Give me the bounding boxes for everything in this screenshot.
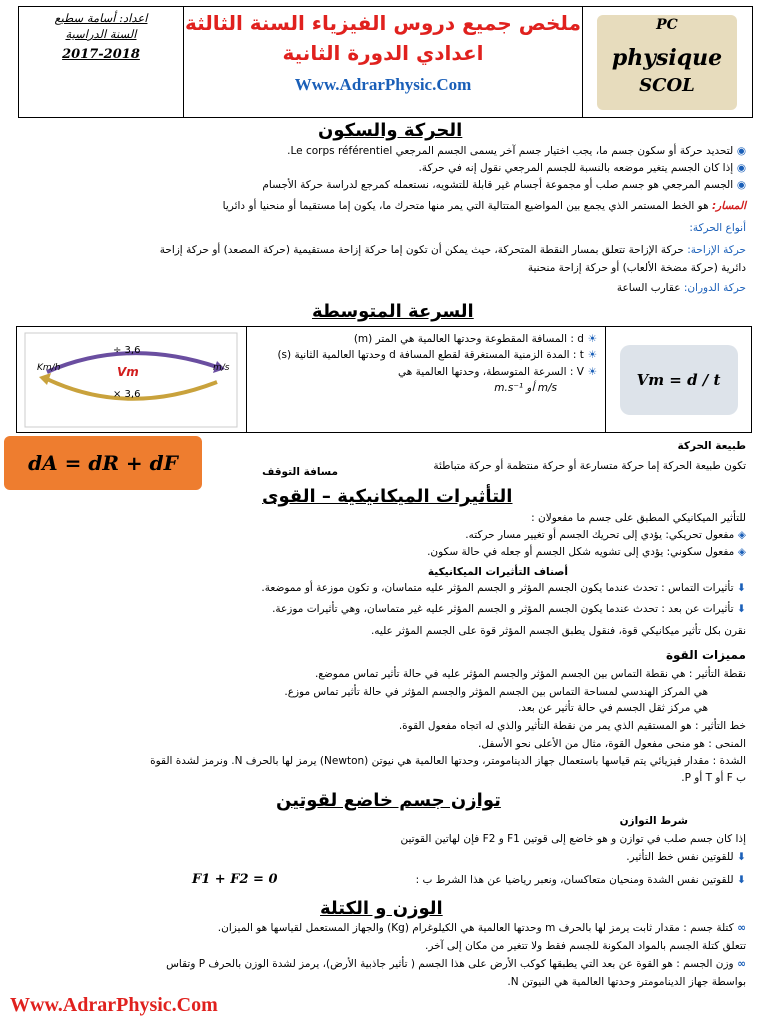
speed-formula: Vm = d / t [620, 345, 738, 415]
feature-5: المنحى : هو منحى مفعول القوة، مثال من الأعلى نحو الأسفل. [478, 738, 746, 750]
effect-1: ◈ مفعول تحريكي: يؤدي إلى تحريك الجسم أو تغيير مسار حركته. [465, 529, 746, 541]
translation-line: حركة الإزاحة: حركة الإزاحة تتعلق بمسار النقطة المتحركة، حيث يمكن أن تكون إما حركة إزاحة مستقيمية (حركة المصعد) أو حركة إزاحة [159, 244, 746, 256]
conv-vm-label: Vm [117, 365, 139, 379]
weight-line-1: ∞ كتلة جسم : مقدار ثابت يرمز لها بالحرف m وحدتها العالمية هي الكيلوغرام (Kg) والجهاز المستعمل لقياسها هو الميزان. [217, 922, 746, 934]
weight-line-4: بواسطة جهاز الدينامومتر وحدتها العالمية هي النيوتن N. [507, 976, 746, 988]
logo-scol: SCOL [639, 75, 695, 96]
conv-kmh-label: Km/h [37, 363, 61, 373]
def-v: ☀ V : السرعة المتوسطة، وحدتها العالمية هي [398, 365, 597, 378]
weight-title: الوزن و الكتلة [320, 898, 443, 919]
footer-url[interactable]: Www.AdrarPhysic.Com [10, 994, 218, 1016]
equilibrium-condition: شرط التوازن [619, 815, 688, 827]
def-t: ☀ t : المدة الزمنية المستغرقة لقطع المسافة d وحدتها العالمية الثانية (s) [277, 349, 597, 362]
types-label: أنواع الحركة: [689, 222, 746, 234]
speed-formula-cell [606, 327, 751, 432]
path-line: المسار: هو الخط المستمر الذي يجمع بين المواضيع المتتالية التي يمر منها متحرك ما، يكون إما مستقيما أو منحنيا أو دائريا [222, 200, 746, 212]
kind-2: ⬇ تأثيرات عن بعد : تحدث عندما يكون الجسم المؤثر و الجسم المؤثر عليه غير متماسان، وهي تأثيرات موزعة. [272, 603, 746, 615]
feature-3: هي مركز ثقل الجسم في حالة تأثير عن بعد. [517, 702, 708, 714]
kinds-title: أصناف التأثيرات الميكانيكية [427, 566, 568, 578]
stop-distance-label: مسافة التوقف [262, 466, 338, 478]
school-year: 2017-2018 [62, 47, 140, 62]
author-box [19, 7, 184, 117]
motion-line-3: ◉ الجسم المرجعي هو جسم صلب أو مجموعة أجسام غير قابلة للتشويه، نستعمله كمرجع لدراسة حركة الأجسام [262, 179, 746, 191]
title-box [184, 7, 582, 117]
feature-6: الشدة : مقدار فيزيائي يتم قياسها باستعمال جهاز الدينامومتر، وحدتها العالمية هي نيوتن (Newton) يرمز لها بالحرف N. ونرمز لشدة القوة [150, 755, 746, 767]
site-url[interactable]: Www.AdrarPhysic.Com [294, 75, 472, 94]
motion-line-1: ◉ لتحديد حركة أو سكون جسم ما، يجب اختيار جسم آخر يسمى الجسم المرجعي Le corps référentiel. [287, 145, 746, 157]
equilibrium-title: توازن جسم خاضع لقوتين [276, 790, 501, 811]
feature-4: خط التأثير : هو المستقيم الذي يمر من نقطة التأثير والذي له اتجاه مفعول القوة. [398, 720, 746, 732]
logo [597, 15, 737, 110]
rotation-line: حركة الدوران: عقارب الساعة [616, 282, 746, 294]
conv-ms-label: m/s [213, 363, 230, 373]
motion-line-2: ◉ إذا كان الجسم يتغير موضعه بالنسبة للجسم المرجعي نقول إنه في حركة. [418, 162, 746, 174]
logo-pc: PC [656, 17, 678, 33]
page-subtitle: اعدادي الدورة الثانية [282, 41, 484, 65]
school-year-label: السنة الدراسية [65, 27, 137, 41]
speed-definitions [247, 327, 606, 432]
page-header [18, 6, 753, 118]
page-title: ملخص جميع دروس الفيزياء السنة الثالثة [185, 11, 581, 35]
conv-mul-label: × 3,6 [113, 389, 141, 400]
conversion-diagram [17, 327, 247, 432]
equilibrium-line-1: إذا كان جسم صلب في توازن و هو خاضع إلى قوتين F1 و F2 فإن لهاتين القوتين [400, 833, 746, 845]
feature-7: ب F أو T أو P. [681, 772, 746, 784]
kind-1: ⬇ تأثيرات التماس : تحدث عندما يكون الجسم المؤثر و الجسم المؤثر عليه متماسان، و تكون موزعة أو مموضعة. [261, 582, 746, 594]
equilibrium-line-2: ⬇ للقوتين نفس خط التأثير. [626, 851, 746, 863]
conversion-arrows [17, 327, 245, 432]
nature-title: طبيعة الحركة [677, 440, 746, 452]
logo-box [582, 7, 752, 117]
effect-2: ◈ مفعول سكوني: يؤدي إلى تشويه شكل الجسم أو جعله في حالة سكون. [427, 546, 746, 558]
nature-text: تكون طبيعة الحركة إما حركة متسارعة أو حركة منتظمة أو حركة متباطئة [433, 460, 746, 472]
def-d: ☀ d : المسافة المقطوعة وحدتها العالمية هي المتر (m) [353, 333, 597, 345]
weight-line-3: ∞ وزن الجسم : هو القوة عن بعد التي يطبقها كوكب الأرض على هذا الجسم ( تأثير جاذبية الأرض)، يرمز لشدة الوزن بالحرف P وتقاس [166, 958, 746, 970]
motion-title: الحركة والسكون [318, 120, 463, 141]
forces-intro: للتأثير الميكانيكي المطبق على جسم ما مفعولان : [531, 512, 746, 524]
force-model: نقرن بكل تأثير ميكانيكي قوة، فنقول يطبق الجسم المؤثر قوة على الجسم المؤثر عليه. [370, 625, 746, 637]
stop-distance-formula: dA = dR + dF [4, 436, 202, 490]
def-v-units: m/s أو m.s⁻¹ [494, 381, 557, 394]
logo-physique: physique [611, 45, 723, 71]
author-label: اعداد: أسامة سطيع [54, 11, 148, 25]
equilibrium-formula: F1 + F2 = 0 [192, 872, 278, 887]
conv-div-label: ÷ 3,6 [113, 345, 141, 356]
feature-2: هي المركز الهندسي لمساحة التماس بين الجسم المؤثر والجسم المؤثر في حالة تأثير تماس موزع. [284, 686, 708, 698]
speed-table [16, 326, 752, 433]
equilibrium-line-3: ⬇ للقوتين نفس الشدة ومنحيان متعاكسان، ونعبر رياضيا عن هذا الشرط ب : [415, 874, 746, 886]
forces-title: التأثيرات الميكانيكية – القوى [262, 486, 513, 507]
features-title: مميزات القوة [665, 648, 746, 662]
speed-title: السرعة المتوسطة [312, 301, 474, 322]
feature-1: نقطة التأثير : هي نقطة التماس بين الجسم المؤثر والجسم المؤثر عليه في حالة تأثير تماس مموضع. [314, 668, 746, 680]
weight-line-2: تتعلق كتلة الجسم بالمواد المكونة للجسم فقط ولا تتغير من مكان إلى آخر. [425, 940, 746, 952]
translation-line-2: دائرية (حركة مضخة الألعاب) أو حركة إزاحة منحنية [527, 262, 746, 274]
